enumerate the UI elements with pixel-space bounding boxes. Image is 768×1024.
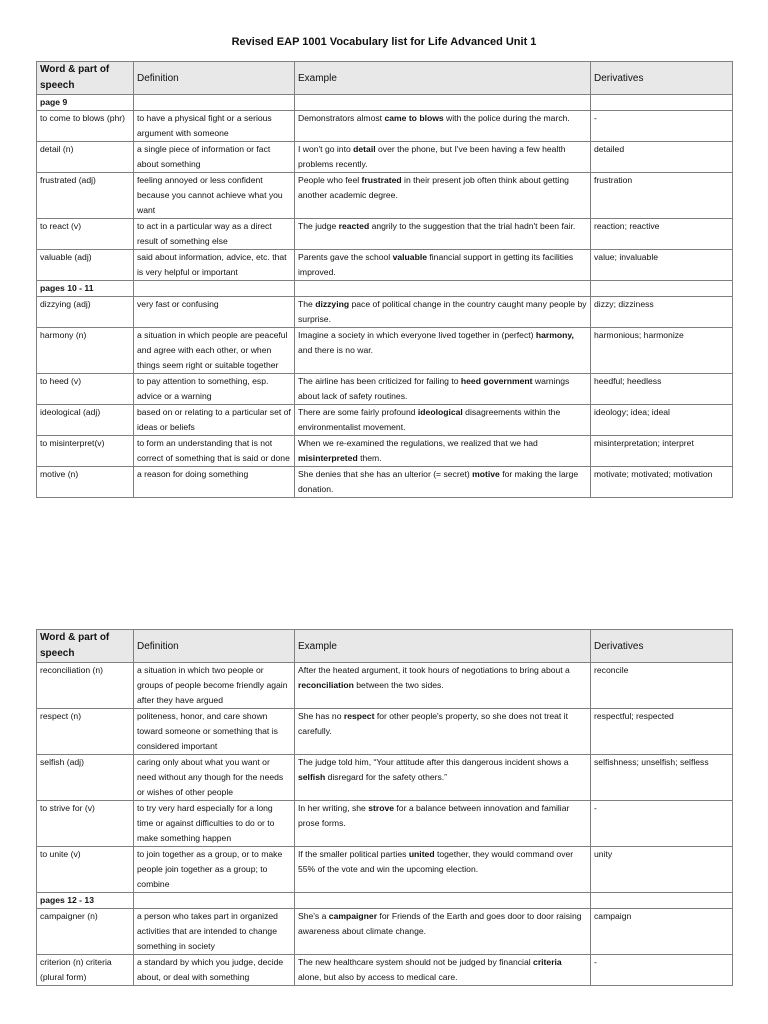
table-row [37,111,733,142]
definition-cell: feeling annoyed or less confident because you cannot achieve what you want [134,173,295,219]
example-text: together, they would command over 55% of the vote and win the upcoming election. [298,849,574,874]
example-cell [295,755,591,801]
example-text: The judge told him, “Your attitude after this dangerous incident shows a [298,757,569,767]
example-text: She denies that she has an ulterior (= secret) [298,469,473,479]
derivatives-cell: campaign [591,909,733,955]
example-text: Imagine a society in which everyone lived together in (perfect) [298,330,536,340]
word-cell: to unite (v) [37,847,134,893]
table-row [37,297,733,328]
example-cell [295,374,591,405]
example-text: warnings about lack of safety routines. [298,376,570,401]
table-row [37,173,733,219]
derivatives-cell: - [591,111,733,142]
table-row [37,250,733,281]
table-row [37,405,733,436]
derivatives-cell: misinterpretation; interpret [591,436,733,467]
example-text: She's a [298,911,329,921]
example-keyword: reconciliation [298,680,354,690]
example-keyword: harmony, [535,330,574,340]
example-keyword: selfish [298,772,326,782]
example-keyword: respect [343,711,375,721]
word-cell: harmony (n) [37,328,134,374]
example-cell [295,219,591,250]
example-text: financial support in getting its facilities improved. [298,252,574,277]
example-text: In her writing, she [298,803,369,813]
section-row [37,95,733,111]
word-cell: respect (n) [37,709,134,755]
example-cell [295,955,591,986]
word-cell: ideological (adj) [37,405,134,436]
derivatives-cell: respectful; respected [591,709,733,755]
definition-cell: to join together as a group, or to make people join together as a group; to combine [134,847,295,893]
word-cell: detail (n) [37,142,134,173]
derivatives-cell: - [591,955,733,986]
example-text: for a balance between innovation and familiar prose forms. [298,803,570,828]
example-text: There are some fairly profound [298,407,418,417]
example-text: disagreements within the environmentalist movement. [298,407,561,432]
section-row [37,893,733,909]
example-text: with the police during the march. [443,113,570,123]
example-text: The [298,299,316,309]
example-text: angrily to the suggestion that the trial hadn't been fair. [369,221,576,231]
example-text: for Friends of the Earth and goes door to door raising awareness about climate change. [298,911,582,936]
header-row [37,62,733,95]
example-text: over the phone, but I've been having a few health problems recently. [298,144,566,169]
example-text: When we re-examined the regulations, we realized that we had [298,438,538,448]
table-row [37,755,733,801]
word-cell: to strive for (v) [37,801,134,847]
example-keyword: valuable [392,252,427,262]
table-row [37,374,733,405]
header-definition: Definition [134,62,295,95]
example-text: Parents gave the school [298,252,393,262]
example-cell [295,142,591,173]
derivatives-cell: reaction; reactive [591,219,733,250]
example-text: between the two sides. [353,680,444,690]
word-cell: to react (v) [37,219,134,250]
example-text: for other people's property, so she does not treat it carefully. [298,711,568,736]
example-keyword: ideological [417,407,463,417]
example-text: If the smaller political parties [298,849,409,859]
derivatives-cell: - [591,801,733,847]
derivatives-cell: selfishness; unselfish; selfless [591,755,733,801]
example-text: The new healthcare system should not be judged by financial [298,957,534,967]
definition-cell: to pay attention to something, esp. advice or a warning [134,374,295,405]
example-cell [295,297,591,328]
vocab-table-1 [36,61,733,498]
example-text: She has no [298,711,344,721]
example-text: and there is no war. [298,345,374,355]
example-keyword: reacted [338,221,370,231]
derivatives-cell: dizzy; dizziness [591,297,733,328]
example-keyword: motive [472,469,500,479]
table-row [37,219,733,250]
word-cell: campaigner (n) [37,909,134,955]
example-cell [295,467,591,498]
example-text: them. [357,453,382,463]
definition-cell: based on or relating to a particular set of ideas or beliefs [134,405,295,436]
header-word: Word & part of speech [37,62,134,95]
example-cell [295,801,591,847]
header-derivatives: Derivatives [591,630,733,663]
word-cell: to misinterpret(v) [37,436,134,467]
derivatives-cell: detailed [591,142,733,173]
word-cell: dizzying (adj) [37,297,134,328]
example-cell [295,709,591,755]
example-keyword: detail [353,144,376,154]
definition-cell: a reason for doing something [134,467,295,498]
example-text: People who feel [298,175,362,185]
table-row [37,467,733,498]
word-cell: selfish (adj) [37,755,134,801]
derivatives-cell: value; invaluable [591,250,733,281]
table-row [37,142,733,173]
example-text: Demonstrators almost [298,113,385,123]
example-cell [295,173,591,219]
table-row [37,436,733,467]
word-cell: motive (n) [37,467,134,498]
definition-cell: caring only about what you want or need without any though for the needs or wishes of other people [134,755,295,801]
word-cell: to heed (v) [37,374,134,405]
section-row [37,281,733,297]
word-cell: to come to blows (phr) [37,111,134,142]
definition-cell: a single piece of information or fact about something [134,142,295,173]
example-text: pace of political change in the country caught many people by surprise. [298,299,587,324]
table-row [37,709,733,755]
derivatives-cell: heedful; heedless [591,374,733,405]
example-cell [295,250,591,281]
vocab-table-2 [36,629,733,986]
example-keyword: strove [368,803,395,813]
definition-cell: politeness, honor, and care shown toward someone or something that is considered important [134,709,295,755]
table-row [37,847,733,893]
definition-cell: a standard by which you judge, decide about, or deal with something [134,955,295,986]
definition-cell: a person who takes part in organized activities that are intended to change something in society [134,909,295,955]
example-text: After the heated argument, it took hours of negotiations to bring about a [298,665,570,675]
word-cell: criterion (n) criteria (plural form) [37,955,134,986]
example-keyword: frustrated [361,175,402,185]
example-cell [295,111,591,142]
header-example: Example [295,62,591,95]
definition-cell: said about information, advice, etc. that is very helpful or important [134,250,295,281]
derivatives-cell: harmonious; harmonize [591,328,733,374]
derivatives-cell: ideology; idea; ideal [591,405,733,436]
definition-cell: a situation in which two people or groups of people become friendly again after they have argued [134,663,295,709]
example-keyword: heed government [460,376,533,386]
header-example: Example [295,630,591,663]
example-text: The judge [298,221,339,231]
definition-cell: a situation in which people are peaceful and agree with each other, or when things seem right or suitable together [134,328,295,374]
word-cell: frustrated (adj) [37,173,134,219]
header-word: Word & part of speech [37,630,134,663]
header-row [37,630,733,663]
section-label: pages 12 - 13 [37,893,134,909]
example-keyword: united [408,849,435,859]
example-cell [295,847,591,893]
table-row [37,801,733,847]
derivatives-cell: frustration [591,173,733,219]
header-derivatives: Derivatives [591,62,733,95]
word-cell: reconciliation (n) [37,663,134,709]
example-cell [295,436,591,467]
example-text: disregard for the safety others.” [325,772,448,782]
example-keyword: came to blows [384,113,444,123]
table-row [37,328,733,374]
derivatives-cell: reconcile [591,663,733,709]
example-keyword: criteria [533,957,562,967]
example-cell [295,405,591,436]
table-row [37,909,733,955]
section-label: pages 10 - 11 [37,281,134,297]
example-cell [295,909,591,955]
example-keyword: campaigner [328,911,378,921]
definition-cell: to form an understanding that is not correct of something that is said or done [134,436,295,467]
definition-cell: to act in a particular way as a direct result of something else [134,219,295,250]
table-row [37,663,733,709]
example-cell [295,663,591,709]
example-cell [295,328,591,374]
example-text: I won't go into [298,144,354,154]
header-definition: Definition [134,630,295,663]
derivatives-cell: unity [591,847,733,893]
example-keyword: misinterpreted [298,453,358,463]
example-text: alone, but also by access to medical care. [298,972,458,982]
example-text: The airline has been criticized for failing to [298,376,461,386]
definition-cell: to have a physical fight or a serious argument with someone [134,111,295,142]
example-text: in their present job often think about getting another academic degree. [298,175,569,200]
definition-cell: to try very hard especially for a long time or against difficulties to do or to make something happen [134,801,295,847]
table-row [37,955,733,986]
document-title: Revised EAP 1001 Vocabulary list for Life Advanced Unit 1 [231,36,537,48]
definition-cell: very fast or confusing [134,297,295,328]
example-keyword: dizzying [315,299,350,309]
derivatives-cell: motivate; motivated; motivation [591,467,733,498]
example-text: for making the large donation. [298,469,579,494]
word-cell: valuable (adj) [37,250,134,281]
section-label: page 9 [37,95,134,111]
